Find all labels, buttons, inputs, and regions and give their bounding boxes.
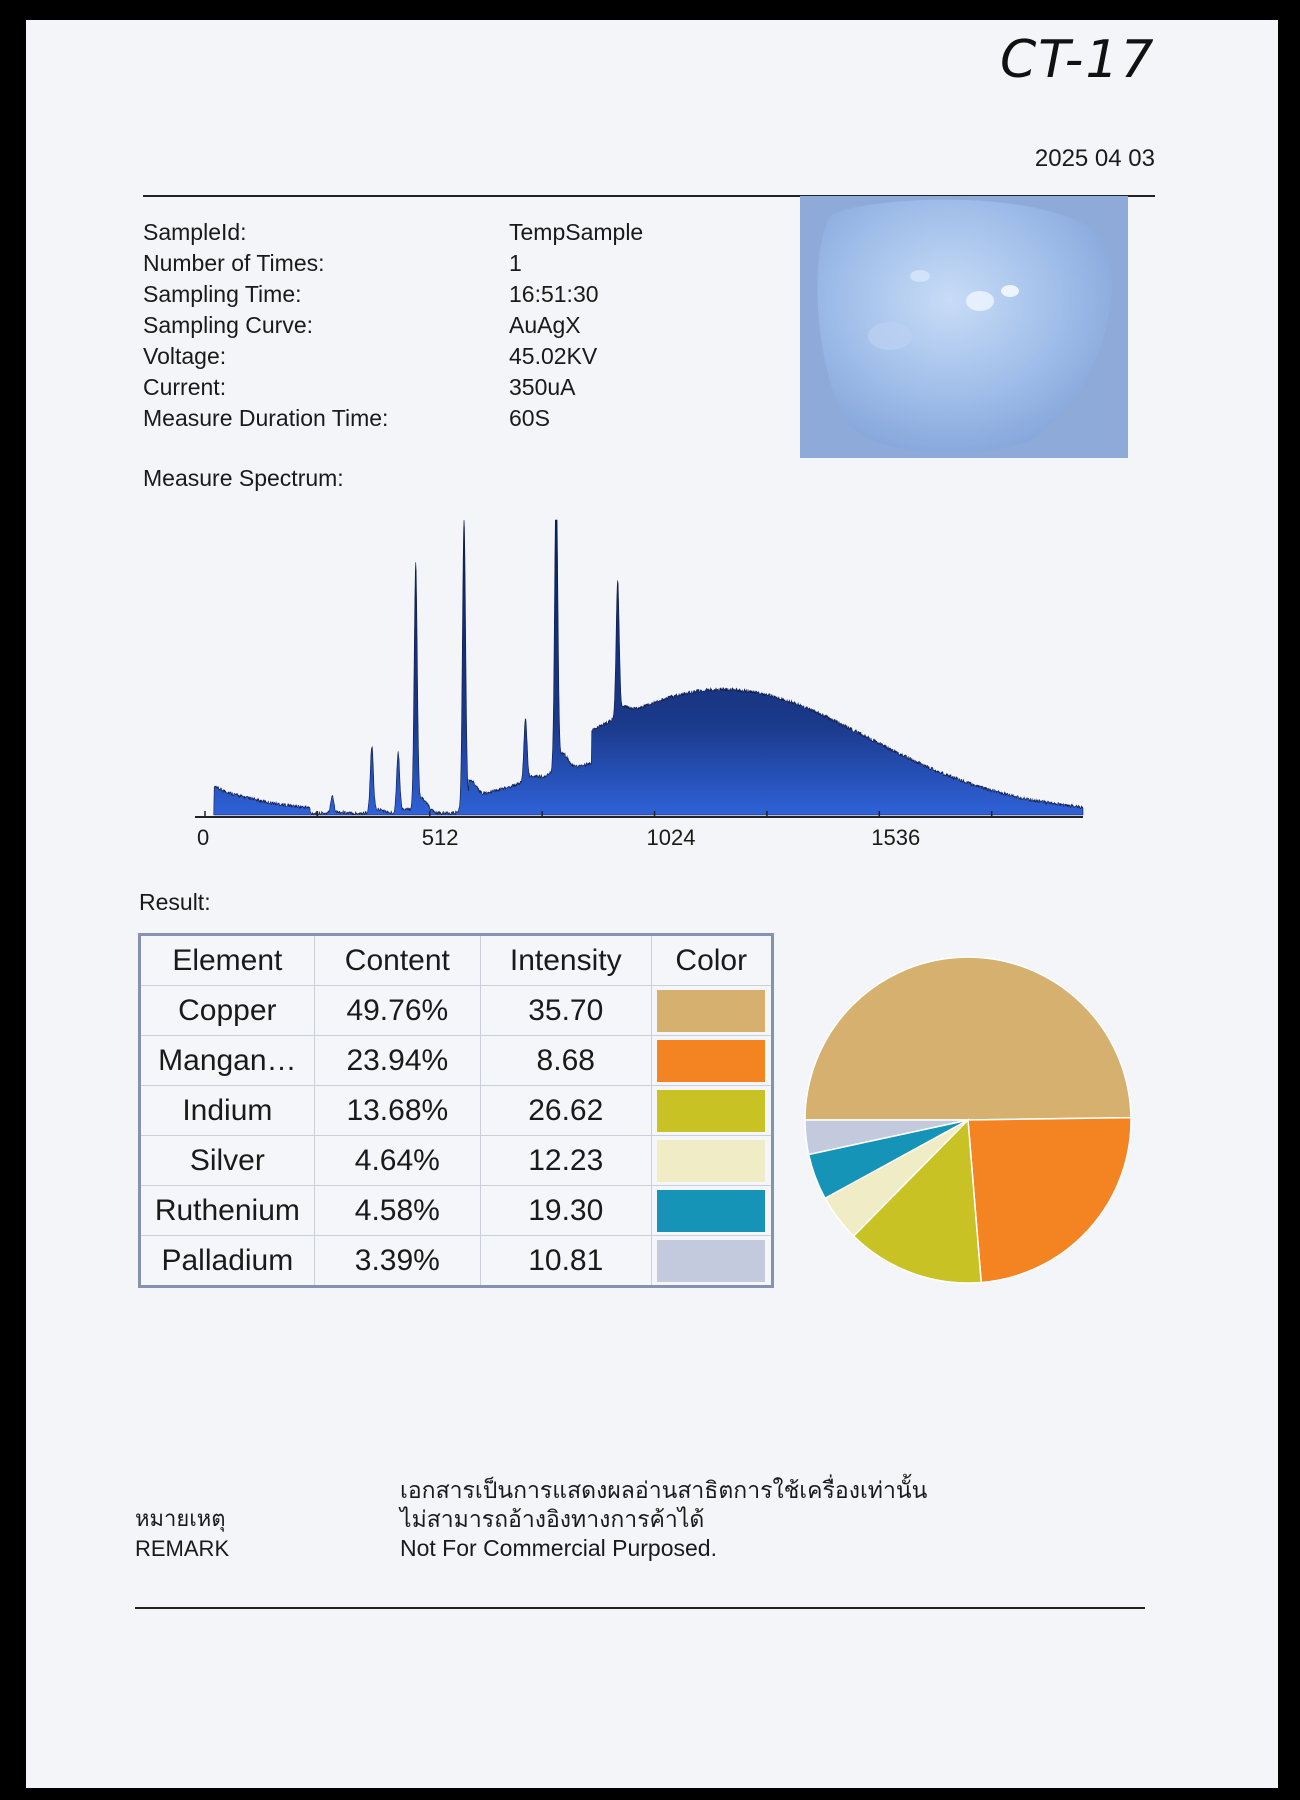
spectrum-tick-label: 0 [197,825,210,850]
element-name: Palladium [140,1236,315,1287]
curve-label: Sampling Curve: [143,312,314,338]
composition-pie-chart [800,950,1140,1290]
table-row [140,1236,773,1287]
header-intensity: Intensity [480,935,651,986]
table-row [140,1136,773,1186]
times-label: Number of Times: [143,250,325,276]
element-intensity: 35.70 [480,986,651,1036]
element-name: Silver [140,1136,315,1186]
element-content: 13.68% [314,1086,480,1136]
remark-labels [135,1504,229,1564]
color-swatch [657,1240,765,1282]
curve-value: AuAgX [509,312,581,338]
color-swatch [657,1090,765,1132]
sampling-time-label: Sampling Time: [143,281,302,307]
element-content: 4.58% [314,1186,480,1236]
element-intensity: 19.30 [480,1186,651,1236]
current-value: 350uA [509,374,576,400]
color-cell [651,1186,772,1236]
remark-line-thai-2: ไม่สามารถอ้างอิงทางการค้าได้ [400,1506,705,1532]
color-cell [651,986,772,1036]
element-name: Ruthenium [140,1186,315,1236]
duration-value: 60S [509,405,550,431]
spectrum-label: Measure Spectrum: [143,465,344,491]
color-swatch [657,1040,765,1082]
color-swatch [657,990,765,1032]
element-content: 3.39% [314,1236,480,1287]
voltage-label: Voltage: [143,343,227,369]
table-row [140,1086,773,1136]
spectrum-tick-label: 1536 [871,825,921,850]
sample-id-label: SampleId: [143,219,247,245]
sample-id-value: TempSample [509,219,644,245]
header-content: Content [314,935,480,986]
color-cell [651,1136,772,1186]
element-intensity: 26.62 [480,1086,651,1136]
spectrum-tick-label: 512 [421,825,459,850]
remark-label-english: REMARK [135,1536,230,1561]
bottom-divider [135,1607,1145,1609]
result-header-row [140,935,773,986]
voltage-value: 45.02KV [509,343,598,369]
element-name: Indium [140,1086,315,1136]
spectrum-chart [150,490,1100,860]
current-label: Current: [143,374,227,400]
duration-label: Measure Duration Time: [143,405,389,431]
report-date: 2025 04 03 [1034,145,1155,172]
element-content: 23.94% [314,1036,480,1086]
color-cell [651,1236,772,1287]
result-label: Result: [139,889,211,915]
element-content: 49.76% [314,986,480,1036]
remark-label-thai: หมายเหตุ [135,1506,226,1531]
header-element: Element [140,935,315,986]
color-cell [651,1036,772,1086]
element-intensity: 10.81 [480,1236,651,1287]
remark-line-english: Not For Commercial Purposed. [400,1535,717,1561]
spectrum-tick-label: 1024 [646,825,696,850]
pie-slice-copper [805,957,1131,1120]
table-row [140,986,773,1036]
result-table [138,933,774,1288]
spectrum-area [214,520,1083,815]
sampling-time-value: 16:51:30 [509,281,599,307]
element-name: Copper [140,986,315,1036]
element-intensity: 12.23 [480,1136,651,1186]
sample-photo [800,196,1128,458]
remark-line-thai-1: เอกสารเป็นการแสดงผลอ่านสาธิตการใช้เครื่องเท่านั้น [400,1477,928,1503]
table-row [140,1186,773,1236]
handwritten-code: CT-17 [1000,30,1156,90]
element-intensity: 8.68 [480,1036,651,1086]
pie-slice-mangan [968,1118,1131,1283]
element-name: Mangan… [140,1036,315,1086]
sample-info [143,217,643,434]
remark-text [400,1476,927,1563]
color-swatch [657,1140,765,1182]
times-value: 1 [509,250,522,276]
color-cell [651,1086,772,1136]
table-row [140,1036,773,1086]
header-color: Color [651,935,772,986]
element-content: 4.64% [314,1136,480,1186]
color-swatch [657,1190,765,1232]
